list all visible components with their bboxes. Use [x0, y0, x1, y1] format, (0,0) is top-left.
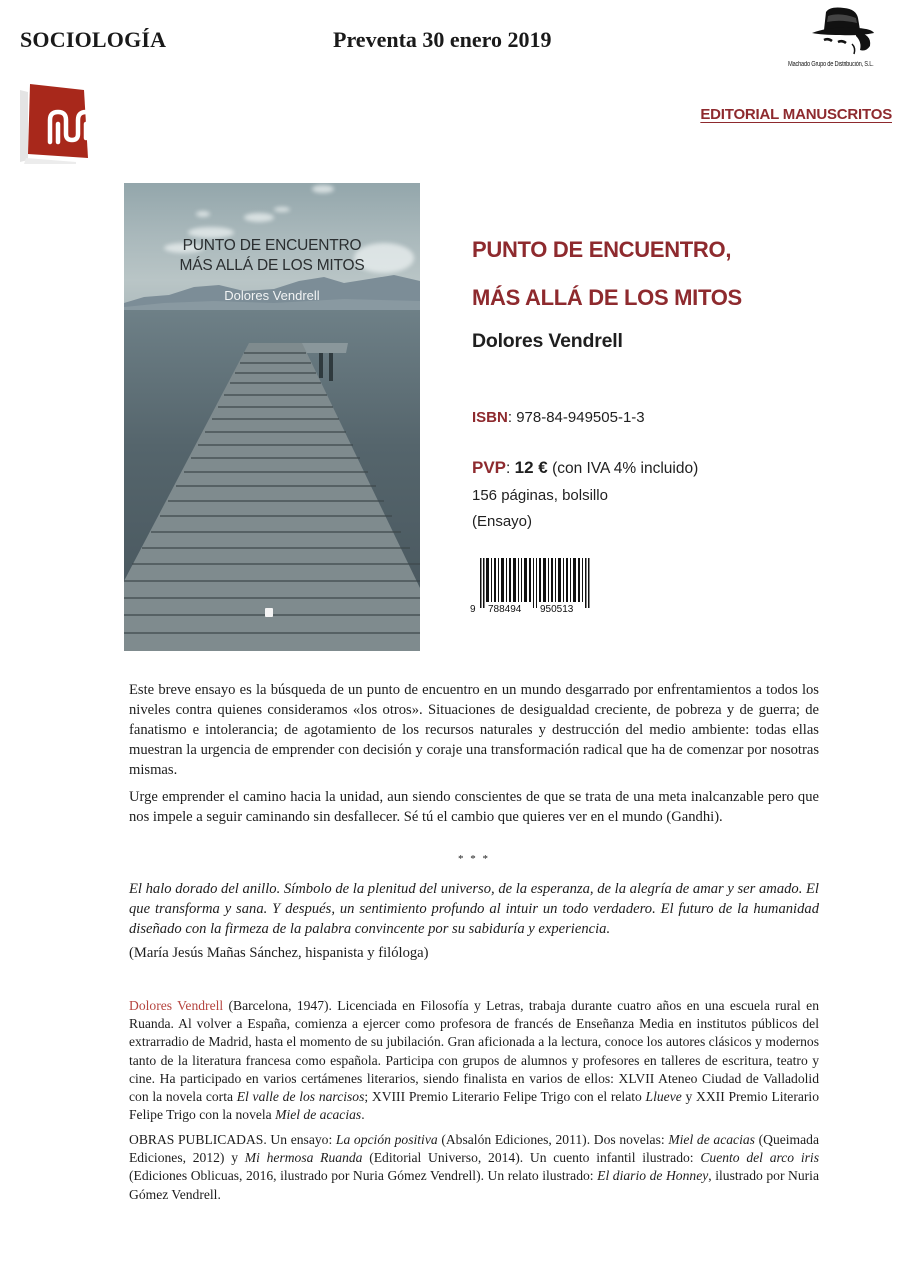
price-line: PVP: 12 € (con IVA 4% incluido): [472, 458, 699, 477]
isbn-line: ISBN: 978-84-949505-1-3: [472, 409, 645, 426]
author-bio-text: [129, 997, 819, 1124]
cover-publisher-icon: [265, 608, 273, 617]
bio-work-1: El valle de los narcisos: [236, 1089, 365, 1105]
pvp-label: PVP: [472, 458, 507, 477]
cover-title: [124, 236, 420, 276]
publisher-name-link[interactable]: EDITORIAL MANUSCRITOS: [700, 106, 892, 123]
bio-text-4: .: [361, 1107, 365, 1123]
isbn-value: 978-84-949505-1-3: [516, 409, 645, 426]
bio-work-3: Miel de acacias: [275, 1107, 362, 1123]
synopsis-text-2: Urge emprender el camino hacia la unidad, aun siendo conscientes de que se trata de una meta inalcanzable pero que nos impele a seguir caminando sin desfallecer. Sé tú el cambio que quieres ver en el mundo (Gandhi).: [129, 789, 819, 825]
works-text-6: , ilustrado por Nuria Gómez Vendrell.: [129, 1168, 819, 1202]
cover-title-line1: PUNTO DE ENCUENTRO: [182, 237, 362, 254]
book-title-line1: PUNTO DE ENCUENTRO,: [472, 237, 732, 262]
review-quote-text: El halo dorado del anillo. Símbolo de la plenitud del universo, de la esperanza, de la alegría de amar y ser amado. El que transforma y sana. Y después, un sentimiento profundo al intuir un todo verdadero. El futuro de la humanidad diseñado con la firmeza de la palabra convincente por su sabiduría y experiencia.: [129, 881, 819, 937]
category-label: SOCIOLOGÍA: [20, 27, 167, 52]
barcode-first-digit: 9: [470, 604, 476, 615]
quote-attribution: (María Jesús Mañas Sánchez, hispanista y filóloga): [129, 945, 429, 961]
synopsis-paragraph-1: [129, 680, 819, 780]
distributor-name: Machado Grupo de Distribución, S.L.: [788, 61, 874, 68]
section-separator: * * *: [458, 853, 490, 865]
works-text-4: (Editorial Universo, 2014). Un cuento infantil ilustrado:: [362, 1150, 701, 1166]
bio-text-1: (Barcelona, 1947). Licenciada en Filosofía y Letras, trabaja durante cuatro años en una escuela rural en Ruanda. Al volver a España, comienza a ejercer como profesora de francés de Enseñanza Media en institutos públicos del extrarradio de Madrid, hasta el momento de su jubilación. Gran aficionada a la lectura, conoce los autores clásicos y modernos tanto de la literatura francesa como española. Participa con grupos de alumnos y profesores en talleres de escritura, teatro y cine. Ha participado en varios certámenes literarios, siendo finalista en varios de ellos: XLVII Ateneo Ciudad de Valladolid con la novela corta: [129, 998, 819, 1105]
barcode-left-group: 788494: [488, 604, 522, 615]
review-quote: [129, 879, 819, 939]
works-title-1: La opción positiva: [335, 1132, 438, 1147]
works-text-3: (Queimada Ediciones, 2012) y: [129, 1132, 819, 1166]
genre-label: (Ensayo): [472, 513, 533, 530]
works-title-4: Cuento del arco iris: [700, 1150, 819, 1166]
price-value: 12 €: [514, 458, 548, 477]
publisher-logo: [18, 84, 102, 164]
book-author: Dolores Vendrell: [472, 330, 623, 352]
book-cover: [124, 183, 420, 651]
cover-title-line2: MÁS ALLÁ DE LOS MITOS: [179, 257, 365, 274]
works-title-2: Miel de acacias: [668, 1132, 755, 1147]
book-title-line2: MÁS ALLÁ DE LOS MITOS: [472, 285, 742, 310]
works-title-5: El diario de Honney: [597, 1168, 709, 1184]
synopsis-paragraph-2: [129, 787, 819, 827]
cover-author: Dolores Vendrell: [224, 288, 320, 303]
barcode-right-group: 950513: [540, 604, 574, 615]
isbn-label: ISBN: [472, 409, 508, 426]
man-with-hat-icon: [800, 6, 880, 62]
bio-text-3: y XXII Premio Literario Felipe Trigo con la novela: [129, 1089, 819, 1123]
synopsis-text-1: Este breve ensayo es la búsqueda de un punto de encuentro en un mundo desgarrado por enfrentamientos a todos los niveles contra quienes consideramos «los otros». Situaciones de desigualdad creciente, de pobreza y de guerra; de fanatismo e intolerancia; de agotamiento de los recursos naturales y destrucción del medio ambiente: todas ellas muestran la urgencia de emprender con decisión y coraje una transformación radical que ha de comenzar por nosotras mismas.: [129, 682, 819, 778]
price-note: (con IVA 4% incluido): [552, 460, 699, 477]
isbn-barcode: [470, 558, 592, 618]
bio-author-name: Dolores Vendrell: [129, 998, 224, 1013]
page-count: 156 páginas, bolsillo: [472, 487, 608, 504]
distributor-logo: [788, 6, 888, 72]
manuscritos-logo-icon: [18, 84, 102, 164]
bio-work-2: Llueve: [645, 1089, 682, 1105]
works-text-2: (Absalón Ediciones, 2011). Dos novelas:: [437, 1132, 669, 1147]
published-works: [129, 1131, 819, 1204]
author-bio: [129, 997, 819, 1124]
works-title-3: Mi hermosa Ruanda: [244, 1150, 363, 1166]
barcode-icon: [480, 558, 602, 608]
presale-date: Preventa 30 enero 2019: [333, 27, 552, 52]
works-text-1: OBRAS PUBLICADAS. Un ensayo:: [129, 1132, 336, 1147]
published-works-text: [129, 1131, 819, 1204]
works-text-5: (Ediciones Oblicuas, 2016, ilustrado por Nuria Gómez Vendrell). Un relato ilustrado:: [129, 1168, 598, 1184]
bio-text-2: ; XVIII Premio Literario Felipe Trigo con el relato: [364, 1089, 646, 1105]
